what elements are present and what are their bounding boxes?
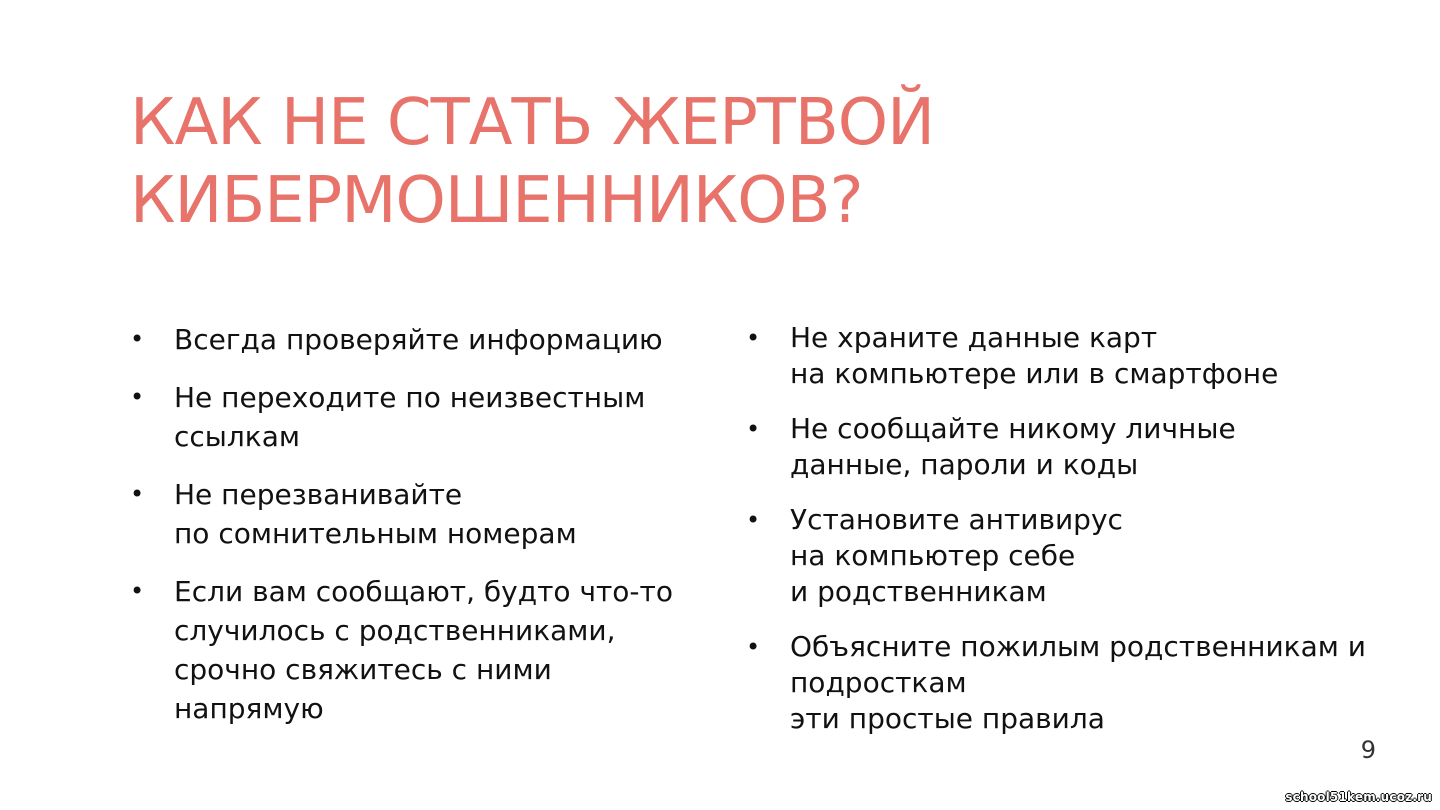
list-item-text: на компьютер себе	[790, 539, 1076, 572]
list-item-text: срочно свяжитесь с ними	[174, 653, 552, 686]
list-item-text: напрямую	[174, 692, 324, 725]
bullet-icon: •	[130, 325, 145, 353]
list-item	[746, 320, 1386, 392]
bullet-icon: •	[746, 633, 761, 661]
bullet-icon: •	[130, 480, 145, 508]
bullet-icon: •	[130, 577, 145, 605]
list-item-text: Объясните пожилым родственникам и	[790, 630, 1366, 663]
list-item-text: на компьютере или в смартфоне	[790, 357, 1279, 390]
list-item-text: и родственникам	[790, 575, 1047, 608]
list-item	[130, 378, 690, 456]
list-item-text: Не храните данные карт	[790, 321, 1158, 354]
list-item-text: эти простые правила	[790, 702, 1105, 735]
left-bullet-list	[130, 320, 690, 747]
list-item-text: Если вам сообщают, будто что-то	[174, 575, 673, 608]
list-item-text: случилось с родственниками,	[174, 614, 616, 647]
watermark-text: school51kem.ucoz.ru	[1285, 790, 1432, 804]
list-item	[746, 502, 1386, 610]
list-item-text: Всегда проверяйте информацию	[174, 323, 663, 356]
list-item	[130, 320, 690, 359]
list-item	[130, 475, 690, 553]
bullet-icon: •	[130, 383, 145, 411]
list-item	[746, 411, 1386, 483]
right-bullet-list	[746, 320, 1386, 756]
slide-title-line-2: КИБЕРМОШЕННИКОВ?	[130, 164, 863, 238]
page-number: 9	[1360, 736, 1376, 764]
list-item-text: Не перезванивайте	[174, 478, 463, 511]
bullet-icon: •	[746, 324, 761, 352]
list-item-text: Установите антивирус	[790, 503, 1123, 536]
list-item-text: подросткам	[790, 666, 967, 699]
list-item-text: по сомнительным номерам	[174, 517, 577, 550]
list-item-text: данные, пароли и коды	[790, 448, 1139, 481]
bullet-icon: •	[746, 415, 761, 443]
list-item-text: Не переходите по неизвестным	[174, 381, 646, 414]
list-item	[746, 629, 1386, 737]
slide-title-line-1: КАК НЕ СТАТЬ ЖЕРТВОЙ	[130, 86, 935, 160]
bullet-icon: •	[746, 506, 761, 534]
list-item	[130, 572, 690, 728]
list-item-text: Не сообщайте никому личные	[790, 412, 1236, 445]
slide-title	[130, 84, 1280, 240]
list-item-text: ссылкам	[174, 420, 300, 453]
